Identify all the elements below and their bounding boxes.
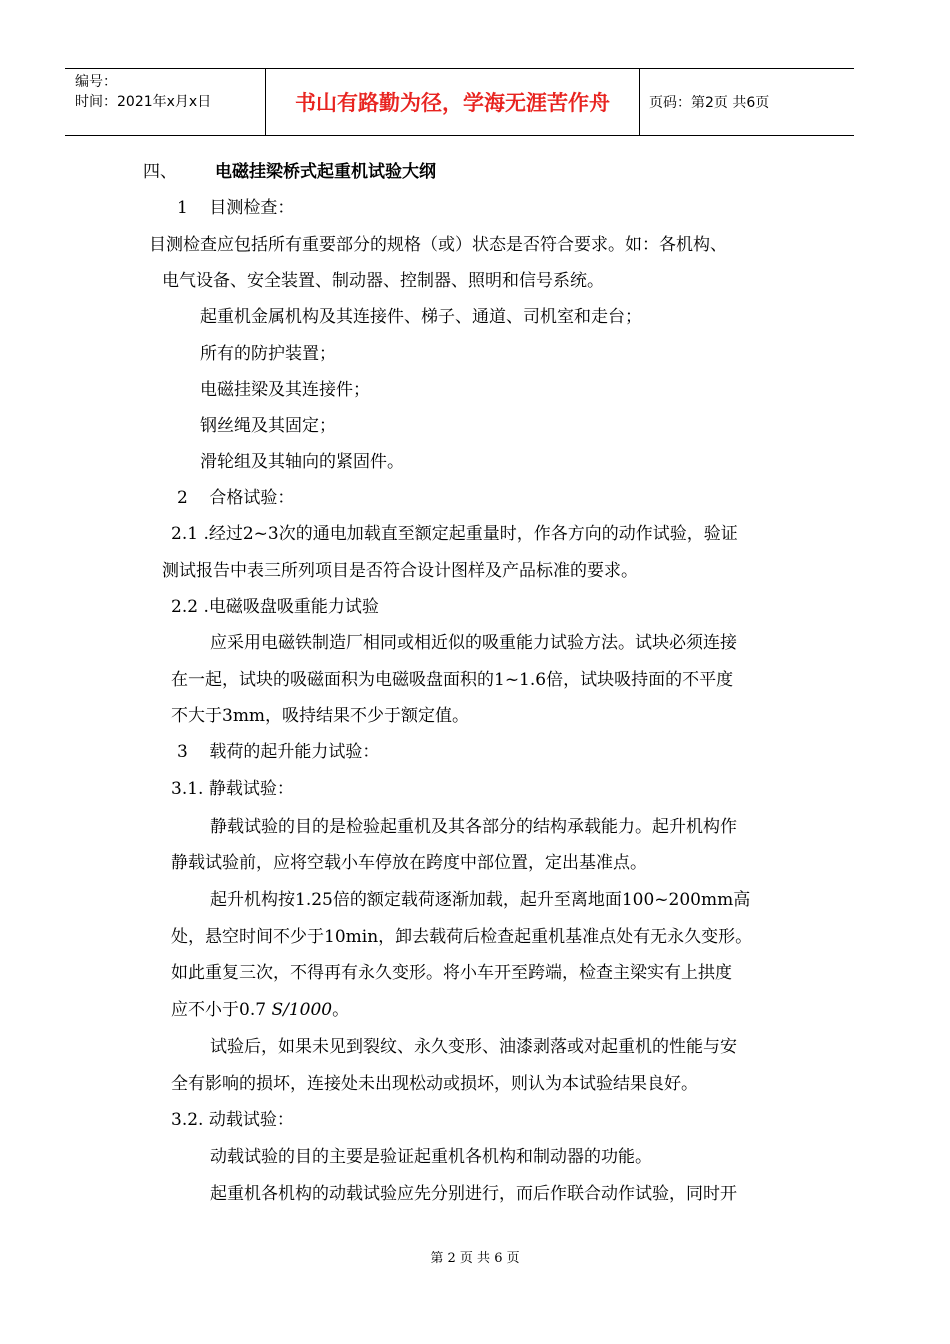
- paragraph-line: 不大于3mm，吸持结果不少于额定值。: [171, 706, 470, 726]
- section-heading: 2 合格试验：: [177, 488, 295, 508]
- list-item: 钢丝绳及其固定；: [200, 416, 336, 436]
- time-label: 时间：2021年x月x日: [75, 94, 212, 110]
- section-heading: 3 载荷的起升能力试验：: [177, 742, 380, 762]
- paragraph-line: 试验后，如果未见到裂纹、永久变形、油漆剥落或对起重机的性能与安: [210, 1037, 737, 1057]
- section-heading: 1 目测检查：: [177, 198, 295, 218]
- page-title: 电磁挂梁桥式起重机试验大纲: [215, 162, 436, 182]
- paragraph-line: 静载试验的目的是检验起重机及其各部分的结构承载能力。起升机构作: [210, 817, 737, 837]
- header-divider: [639, 69, 640, 135]
- paragraph-line: 应采用电磁铁制造厂相同或相近似的吸重能力试验方法。试块必须连接: [210, 633, 737, 653]
- paragraph-line: 2.1 .经过2~3次的通电加载直至额定起重量时，作各方向的动作试验，验证: [171, 524, 738, 544]
- paragraph-line: 目测检查应包括所有重要部分的规格（或）状态是否符合要求。如：各机构、: [149, 235, 727, 255]
- number-label: 编号：: [75, 74, 117, 90]
- section-number: 四、: [143, 162, 177, 182]
- paragraph-line: 电气设备、安全装置、制动器、控制器、照明和信号系统。: [162, 271, 604, 291]
- list-item: 起重机金属机构及其连接件、梯子、通道、司机室和走台；: [200, 307, 642, 327]
- subsection-heading: 3.1. 静载试验：: [171, 779, 294, 799]
- paragraph-line: 在一起，试块的吸磁面积为电磁吸盘面积的1~1.6倍，试块吸持面的不平度: [171, 670, 734, 690]
- list-item: 滑轮组及其轴向的紧固件。: [200, 452, 404, 472]
- page-label: 页码：第2页 共6页: [649, 95, 770, 111]
- paragraph-line: 起重机各机构的动载试验应先分别进行，而后作联合动作试验，同时开: [210, 1184, 737, 1204]
- header-table: [65, 68, 854, 136]
- paragraph-line: 静载试验前，应将空载小车停放在跨度中部位置，定出基准点。: [171, 853, 647, 873]
- motto: 书山有路勤为径，学海无涯苦作舟: [295, 91, 610, 115]
- paragraph-line: 测试报告中表三所列项目是否符合设计图样及产品标准的要求。: [162, 561, 638, 581]
- text-run: 。: [332, 1000, 350, 1020]
- paragraph-line: [171, 999, 349, 1021]
- paragraph-line: 全有影响的损坏，连接处未出现松动或损坏，则认为本试验结果良好。: [171, 1074, 698, 1094]
- subsection-heading: 3.2. 动载试验：: [171, 1110, 294, 1130]
- formula: S/1000: [271, 1000, 333, 1020]
- paragraph-line: 处，悬空时间不少于10min，卸去载荷后检查起重机基准点处有无永久变形。: [171, 927, 753, 947]
- header-meta: [75, 72, 211, 112]
- paragraph-line: 动载试验的目的主要是验证起重机各机构和制动器的功能。: [210, 1147, 652, 1167]
- subsection-heading: 2.2 .电磁吸盘吸重能力试验: [171, 597, 379, 617]
- list-item: 所有的防护装置；: [200, 344, 336, 364]
- paragraph-line: 如此重复三次，不得再有永久变形。将小车开至跨端，检查主梁实有上拱度: [171, 963, 732, 983]
- page-footer: 第 2 页 共 6 页: [430, 1251, 520, 1266]
- list-item: 电磁挂梁及其连接件；: [200, 380, 370, 400]
- text-run: 应不小于0.7: [171, 1000, 272, 1020]
- paragraph-line: 起升机构按1.25倍的额定载荷逐渐加载，起升至离地面100~200mm高: [210, 890, 751, 910]
